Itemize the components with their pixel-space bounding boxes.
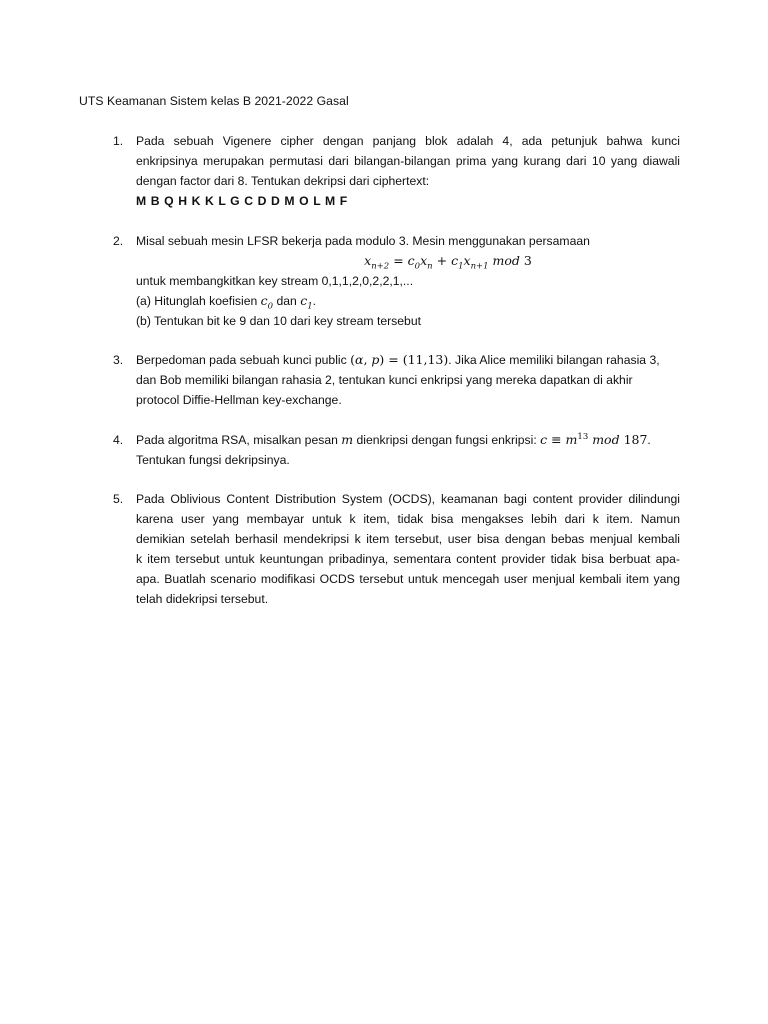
question-body <box>136 489 680 609</box>
question-text-line: protocol Diffie-Hellman key-exchange. <box>136 393 342 407</box>
line-prefix: Pada algoritma RSA, misalkan pesan <box>136 433 342 447</box>
question-body <box>136 231 680 331</box>
exam-title: UTS Keamanan Sistem kelas B 2021-2022 Gasal <box>79 94 349 108</box>
question-body <box>136 131 680 211</box>
question-5 <box>113 489 680 609</box>
question-text-line: Tentukan fungsi dekripsinya. <box>136 453 290 467</box>
question-number: 5. <box>113 492 124 506</box>
question-4 <box>113 430 680 470</box>
question-text-line: Misal sebuah mesin LFSR bekerja pada modulo 3. Mesin menggunakan persamaan <box>136 234 590 248</box>
question-text-line: Pada sebuah Vigenere cipher dengan panjang blok adalah 4, ada petunjuk bahwa kunci <box>136 134 680 148</box>
ciphertext: M B Q H K K L G C D D M O L M F <box>136 194 348 208</box>
question-text-line <box>136 350 680 370</box>
question-text-line: dan Bob memiliki bilangan rahasia 2, tentukan kunci enkripsi yang mereka dapatkan di akhir <box>136 373 633 387</box>
question-text-line: telah didekripsi tersebut. <box>136 592 269 606</box>
question-text-line: demikian setelah berhasil mendekripsi k item tersebut, user bisa dengan bebas menjual kembali <box>136 532 680 546</box>
coefficient-c1: $c_1$ <box>300 293 313 312</box>
coefficient-c0: $c_0$ <box>260 293 274 312</box>
line-suffix: . <box>647 433 651 447</box>
question-text-line: karena user yang membayar untuk k item, tidak bisa mengakses lebih dari k item. Namun <box>136 512 680 526</box>
question-number: 2. <box>113 234 124 248</box>
line-suffix: . Jika Alice memiliki bilangan rahasia 3, <box>448 353 660 367</box>
question-number: 3. <box>113 353 124 367</box>
question-3 <box>113 350 680 410</box>
line-prefix: Berpedoman pada sebuah kunci public <box>136 353 351 367</box>
question-text-line: apa. Buatlah scenario modifikasi OCDS tersebut untuk mencegah user menjual kembali item yang <box>136 572 680 586</box>
question-part-b: (b) Tentukan bit ke 9 dan 10 dari key stream tersebut <box>136 314 421 328</box>
message-variable: m <box>341 432 354 447</box>
rsa-encryption-formula: $c \equiv m^{13}$ mod 187 <box>540 431 648 447</box>
question-2 <box>113 231 680 331</box>
question-text-line: untuk membangkitkan key stream 0,1,1,2,0,2,2,1,... <box>136 274 414 288</box>
question-body <box>136 350 680 410</box>
part-a-middle: dan <box>273 294 301 308</box>
question-text-line: enkripsinya merupakan permutasi dari bilangan-bilangan prima yang kurang dari 10 yang diawali <box>136 154 680 168</box>
question-text-line: Pada Oblivious Content Distribution System (OCDS), keamanan bagi content provider dilindungi <box>136 492 680 506</box>
question-number: 1. <box>113 134 124 148</box>
question-number: 4. <box>113 433 124 447</box>
question-part-a <box>136 291 680 311</box>
question-body <box>136 430 680 470</box>
line-middle: dienkripsi dengan fungsi enkripsi: <box>353 433 541 447</box>
lfsr-equation: $x_{n+2} = c_0x_n + c_1x_{n+1}$ mod 3 <box>364 253 532 272</box>
part-a-suffix: . <box>312 294 317 308</box>
question-text-line: dengan factor dari 8. Tentukan dekripsi dari ciphertext: <box>136 174 430 188</box>
question-text-line: k item tersebut untuk keuntungan pribadinya, sementara content provider tidak bisa berbuat apa- <box>136 552 680 566</box>
question-1 <box>113 131 680 211</box>
part-a-prefix: (a) Hitunglah koefisien <box>136 294 261 308</box>
question-text-line <box>136 430 680 450</box>
public-key-formula: (α, p) = (11,13) <box>350 352 449 367</box>
